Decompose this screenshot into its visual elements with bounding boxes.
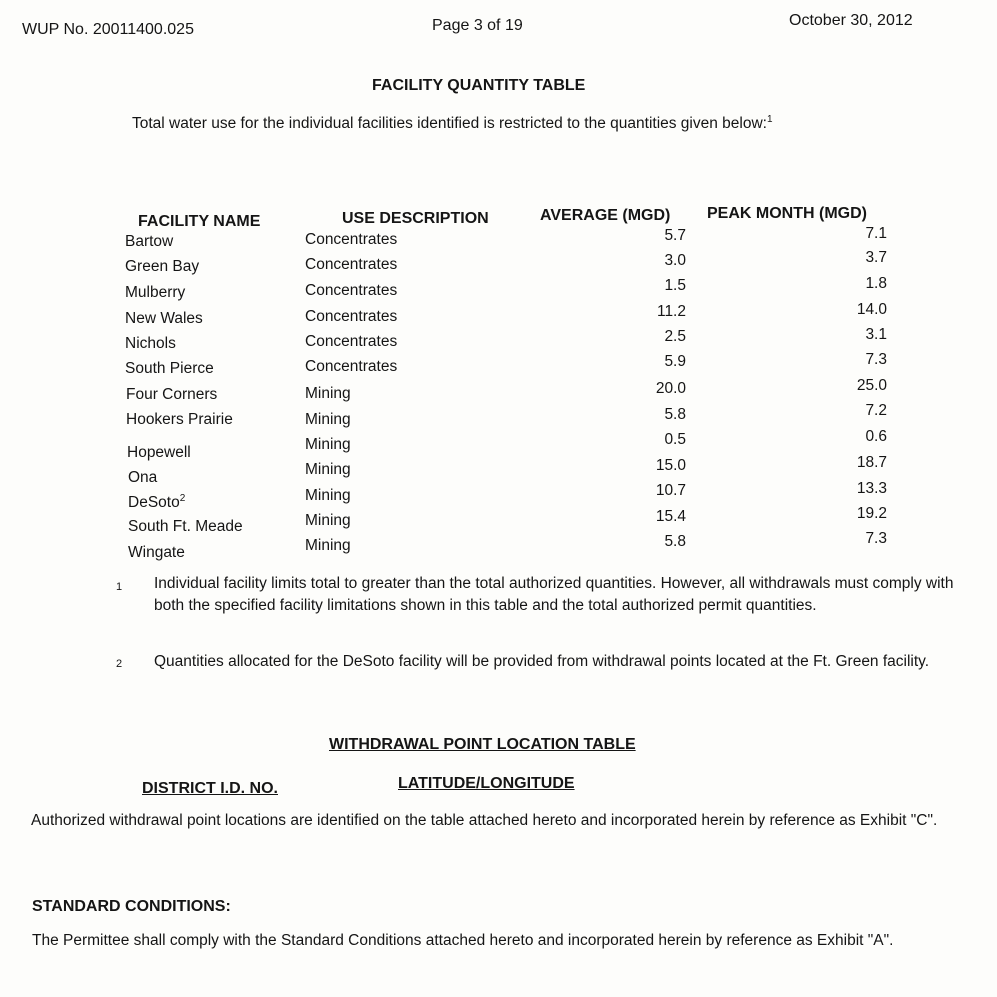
facility-name: DeSoto$^2$	[128, 493, 186, 512]
footnote-2: Quantities allocated for the DeSoto facility will be provided from withdrawal points located at the Ft. Green facility.	[154, 653, 930, 670]
footnote-1-marker: 1	[116, 581, 123, 593]
facility-name: Ona	[128, 469, 158, 486]
column-header-facility-name: FACILITY NAME	[138, 213, 261, 230]
use-description: Concentrates	[305, 358, 398, 375]
facility-name: Bartow	[125, 233, 174, 250]
peak-month-mgd: 3.7	[865, 249, 887, 266]
facility-name: Mulberry	[125, 284, 186, 301]
facility-table-intro: Total water use for the individual facilities identified is restricted to the quantities given below:$^1$	[132, 114, 773, 133]
document-date: October 30, 2012	[789, 12, 913, 29]
peak-month-mgd: 3.1	[865, 326, 887, 343]
average-mgd: 2.5	[664, 328, 686, 345]
use-description: Concentrates	[305, 231, 398, 248]
use-description: Concentrates	[305, 308, 398, 325]
wup-number: WUP No. 20011400.025	[22, 21, 194, 38]
facility-name: Four Corners	[126, 386, 218, 403]
use-description: Mining	[305, 487, 351, 504]
average-mgd: 1.5	[664, 277, 686, 294]
withdrawal-table-title: WITHDRAWAL POINT LOCATION TABLE	[329, 736, 636, 753]
use-description: Mining	[305, 436, 351, 453]
facility-name: New Wales	[125, 310, 203, 327]
average-mgd: 5.7	[664, 227, 686, 244]
peak-month-mgd: 19.2	[856, 505, 887, 522]
average-mgd: 20.0	[655, 380, 686, 397]
peak-month-mgd: 7.3	[865, 530, 887, 547]
average-mgd: 5.8	[664, 533, 686, 550]
use-description: Mining	[305, 537, 351, 554]
footnote-ref: 2	[179, 493, 186, 504]
peak-month-mgd: 18.7	[856, 454, 887, 471]
peak-month-mgd: 25.0	[856, 377, 887, 394]
peak-month-mgd: 1.8	[865, 275, 887, 292]
facility-name: Nichols	[125, 335, 176, 352]
column-header-average: AVERAGE (MGD)	[540, 207, 671, 224]
facility-name: South Pierce	[125, 360, 214, 377]
footnote-2-marker: 2	[116, 658, 123, 670]
column-header-use-description: USE DESCRIPTION	[342, 210, 489, 227]
use-description: Concentrates	[305, 333, 398, 350]
peak-month-mgd: 14.0	[856, 301, 887, 318]
facility-name: Hopewell	[127, 444, 191, 461]
facility-name: South Ft. Meade	[128, 518, 243, 535]
facility-table-title: FACILITY QUANTITY TABLE	[372, 77, 586, 94]
use-description: Mining	[305, 512, 351, 529]
lat-long-header: LATITUDE/LONGITUDE	[398, 775, 575, 792]
average-mgd: 0.5	[664, 431, 686, 448]
peak-month-mgd: 0.6	[865, 428, 887, 445]
peak-month-mgd: 7.3	[865, 351, 887, 368]
peak-month-mgd: 7.1	[865, 225, 887, 242]
average-mgd: 11.2	[656, 303, 686, 320]
standard-conditions-title: STANDARD CONDITIONS:	[32, 898, 231, 915]
withdrawal-text: Authorized withdrawal point locations are identified on the table attached hereto and incorporated herein by reference as Exhibit "C".	[31, 812, 938, 829]
average-mgd: 5.8	[664, 406, 686, 423]
peak-month-mgd: 13.3	[856, 480, 887, 497]
facility-name: Green Bay	[125, 258, 200, 275]
peak-month-mgd: 7.2	[865, 402, 887, 419]
average-mgd: 15.4	[655, 508, 686, 525]
use-description: Concentrates	[305, 256, 398, 273]
average-mgd: 3.0	[664, 252, 686, 269]
use-description: Mining	[305, 461, 351, 478]
average-mgd: 10.7	[655, 482, 686, 499]
district-id-header: DISTRICT I.D. NO.	[142, 780, 278, 797]
average-mgd: 5.9	[664, 353, 686, 370]
footnote-1: Individual facility limits total to greater than the total authorized quantities. However, all withdrawals must comply with both the specified facility limitations shown in this table and the total authorized permit quantities.	[154, 575, 954, 614]
facility-name: Wingate	[128, 544, 185, 561]
use-description: Mining	[305, 385, 351, 402]
standard-conditions-text: The Permittee shall comply with the Standard Conditions attached hereto and incorporated herein by reference as Exhibit "A".	[32, 932, 894, 949]
use-description: Mining	[305, 411, 351, 428]
use-description: Concentrates	[305, 282, 398, 299]
average-mgd: 15.0	[655, 457, 686, 474]
facility-name: Hookers Prairie	[126, 411, 233, 428]
page-number: Page 3 of 19	[432, 17, 523, 34]
column-header-peak-month: PEAK MONTH (MGD)	[707, 205, 867, 222]
